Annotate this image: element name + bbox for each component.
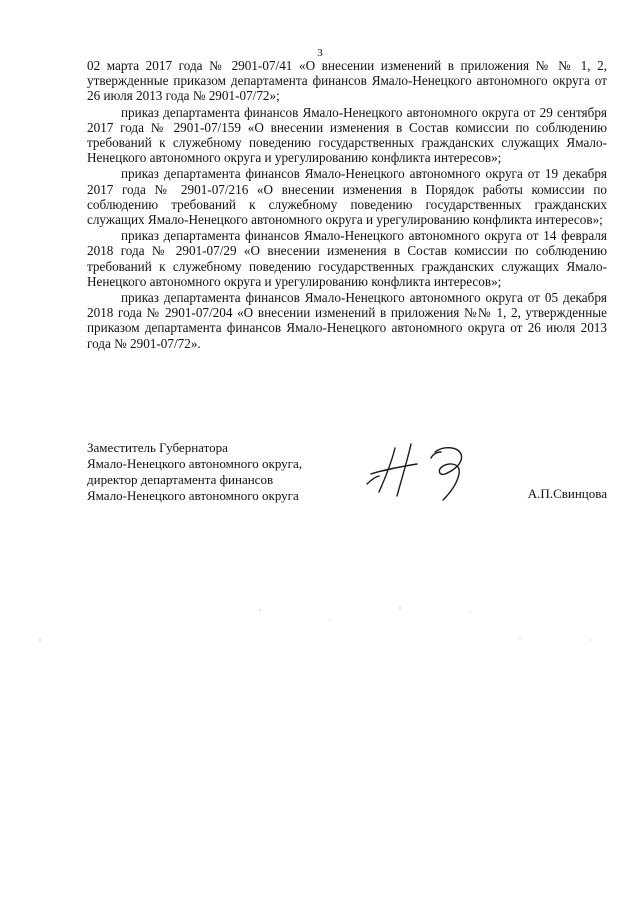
page-number: 3 [317, 47, 323, 59]
paragraph-order-2017-159: приказ департамента финансов Ямало-Ненецкого автономного округа от 29 сентября 2017 года № 2901-07/159 «О внесении изменения в Состав комиссии по соблюдению требований к служебному поведению государственных гражданских служащих Ямало-Ненецкого автономного округа и урегулированию конфликта интересов»; [87, 104, 607, 166]
signer-position-line: директор департамента финансов [87, 472, 274, 487]
handwritten-signature [365, 440, 475, 502]
signer-name: А.П.Свинцова [527, 486, 607, 501]
signer-position-line: Заместитель Губернатора [87, 440, 228, 455]
paragraph-order-2018-204: приказ департамента финансов Ямало-Ненецкого автономного округа от 05 декабря 2018 года № 2901-07/204 «О внесении изменений в приложения №№ 1, 2, утвержденные приказом департамента финансов Ямало-Ненецкого автономного округа от 26 июля 2013 года № 2901-07/72». [87, 290, 607, 351]
signer-position-line: Ямало-Ненецкого автономного округа [87, 488, 299, 503]
paragraph-continuation: 02 марта 2017 года № 2901-07/41 «О внесении изменений в приложения № № 1, 2, утвержденные приказом департамента финансов Ямало-Ненецкого автономного округа от 26 июля 2013 года № 2901-07/72»; [87, 58, 607, 104]
signer-position [87, 440, 302, 504]
paragraph-order-2018-29: приказ департамента финансов Ямало-Ненецкого автономного округа от 14 февраля 2018 года № 2901-07/29 «О внесении изменения в Состав комиссии по соблюдению требований к служебному поведению государственных гражданских служащих Ямало-Ненецкого автономного округа и урегулированию конфликта интересов»; [87, 228, 607, 289]
scan-speckles [0, 600, 640, 660]
signature-block [87, 440, 607, 520]
document-body [87, 58, 607, 352]
signer-position-line: Ямало-Ненецкого автономного округа, [87, 456, 303, 471]
paragraph-order-2017-216: приказ департамента финансов Ямало-Ненецкого автономного округа от 19 декабря 2017 года № 2901-07/216 «О внесении изменения в Порядок работы комиссии по соблюдению требований к служебному поведению государственных гражданских служащих Ямало-Ненецкого автономного округа и урегулированию конфликта интересов»; [87, 166, 607, 228]
